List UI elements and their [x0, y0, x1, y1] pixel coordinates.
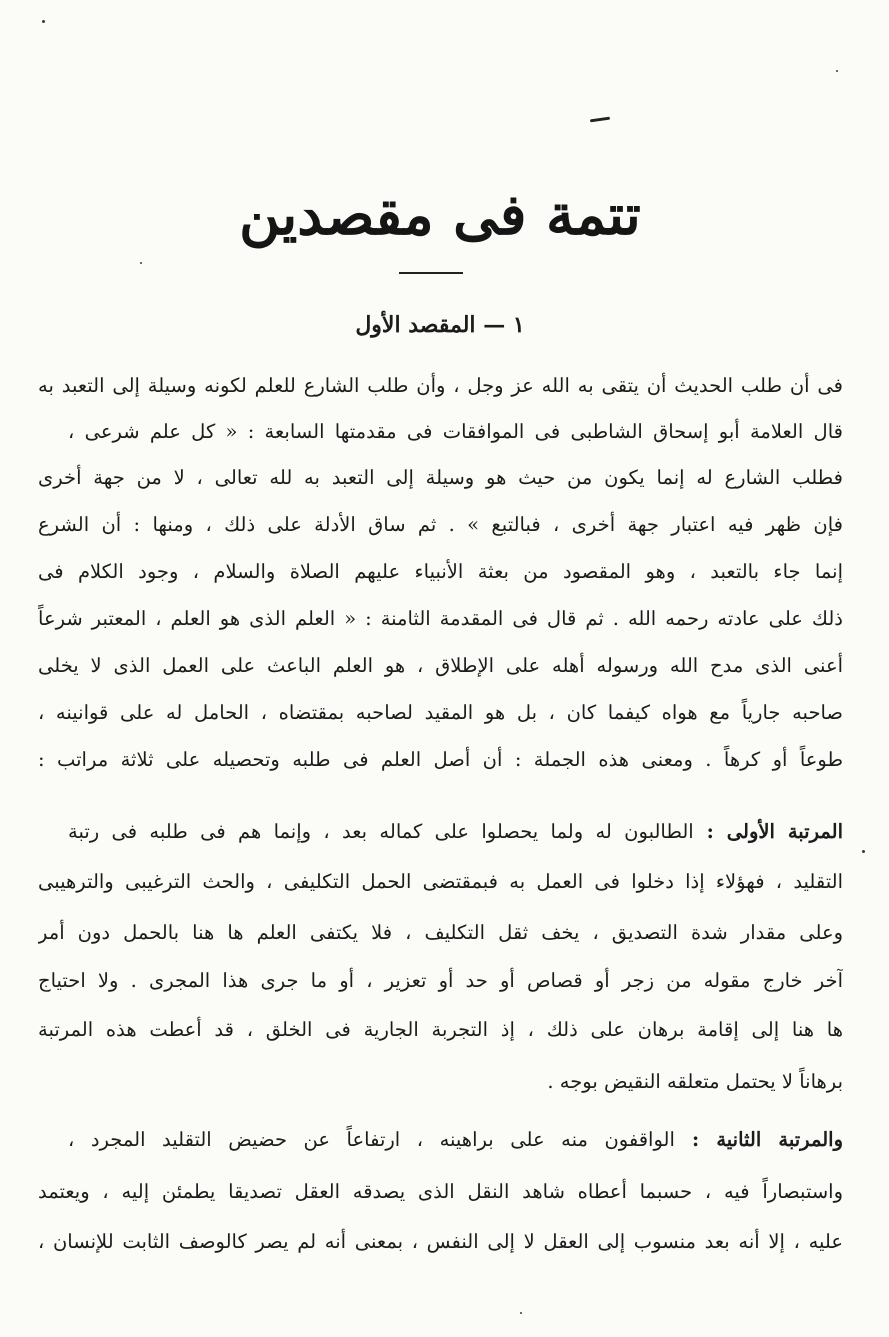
- line-text: عليه ، إلا أنه بعد منسوب إلى العقل لا إلى النفس ، بمعنى أنه لم يصر كالوصف الثابت للإنسان ،: [38, 1230, 843, 1253]
- text-line: [38, 505, 843, 545]
- line-text: طوعاً أو كرهاً . ومعنى هذه الجملة : أن أصل العلم فى طلبه وتحصيله على ثلاثة مراتب :: [38, 748, 843, 771]
- line-text: أعنى الذى مدح الله ورسوله أهله على الإطلاق ، هو العلم الباعث على العمل الذى لا يخلى: [38, 654, 843, 677]
- paper-speck: [42, 20, 45, 23]
- line-text: فطلب الشارع له إنما يكون من حيث هو وسيلة إلى التعبد به لله تعالى ، لا من جهة أخرى: [38, 466, 843, 489]
- line-text: فإن ظهر فيه اعتبار جهة أخرى ، فبالتبع » . ثم ساق الأدلة على ذلك ، ومنها : أن الشرع: [38, 513, 843, 536]
- text-line: [38, 552, 843, 592]
- text-line: [38, 740, 843, 780]
- paper-speck: [140, 262, 142, 264]
- text-line: [38, 646, 843, 686]
- line-text: قال العلامة أبو إسحاق الشاطبى فى الموافقات فى مقدمتها السابعة : « كل علم شرعى ،: [68, 420, 843, 443]
- ink-mark: [590, 117, 610, 123]
- line-text: ها هنا إلى إقامة برهان على ذلك ، إذ التجربة الجارية فى الخلق ، قد أعطت هذه المرتبة: [38, 1018, 843, 1041]
- line-text: فى أن طلب الحديث أن يتقى به الله عز وجل ، وأن طلب الشارع للعلم لكونه وسيلة إلى التعبد به: [38, 374, 843, 397]
- text-line: [38, 1010, 843, 1050]
- text-line: [38, 913, 843, 953]
- text-line: [68, 812, 843, 852]
- text-line: [38, 599, 843, 639]
- text-line: [38, 1222, 843, 1262]
- page-title: تتمة فى مقصدين: [239, 182, 641, 248]
- line-text: الواقفون منه على براهينه ، ارتفاعاً عن حضيض التقليد المجرد ،: [68, 1128, 675, 1151]
- line-text: واستبصاراً فيه ، حسبما أعطاه شاهد النقل الذى يصدقه العقل تصديقا يطمئن إليه ، ويعتمد: [38, 1180, 843, 1203]
- text-line: [38, 366, 843, 406]
- section-heading: ١ — المقصد الأول: [355, 312, 525, 338]
- line-text: ذلك على عادته رحمه الله . ثم قال فى المقدمة الثامنة : « العلم الذى هو العلم ، المعتبر شرعاً: [38, 607, 843, 630]
- paper-speck: [836, 70, 838, 72]
- text-line: [68, 1120, 843, 1160]
- text-line: [38, 1062, 843, 1102]
- title-divider: [399, 272, 463, 274]
- text-line: [38, 693, 843, 733]
- text-line: [38, 961, 843, 1001]
- text-line: [38, 1172, 843, 1212]
- text-line: [68, 412, 843, 452]
- line-text: برهاناً لا يحتمل متعلقه النقيض بوجه .: [547, 1070, 843, 1093]
- text-line: [38, 458, 843, 498]
- line-text: الطالبون له ولما يحصلوا على كماله بعد ، وإنما هم فى طلبه فى رتبة: [68, 820, 694, 843]
- paper-speck: [862, 850, 865, 853]
- line-label: والمرتبة الثانية :: [674, 1128, 843, 1151]
- line-label: المرتبة الأولى :: [693, 820, 843, 843]
- line-text: التقليد ، فهؤلاء إذا دخلوا فى العمل به فبمقتضى الحمل التكليفى ، والحث الترغيبى والترهيبى: [38, 870, 843, 893]
- line-text: إنما جاء بالتعبد ، وهو المقصود من بعثة الأنبياء عليهم الصلاة والسلام ، وجود الكلام فى: [38, 560, 843, 583]
- text-line: [38, 862, 843, 902]
- paper-speck: [520, 1312, 522, 1314]
- line-text: آخر خارج مقوله من زجر أو قصاص أو حد أو تعزير ، أو ما جرى هذا المجرى . ولا احتياج: [38, 969, 843, 992]
- line-text: صاحبه جارياً مع هواه كيفما كان ، بل هو المقيد لصاحبه بمقتضاه ، الحامل له على قوانينه ،: [38, 701, 843, 724]
- line-text: وعلى مقدار شدة التصديق ، يخف ثقل التكليف ، فلا يكتفى العلم ها هنا بالحمل دون أمر: [38, 921, 843, 944]
